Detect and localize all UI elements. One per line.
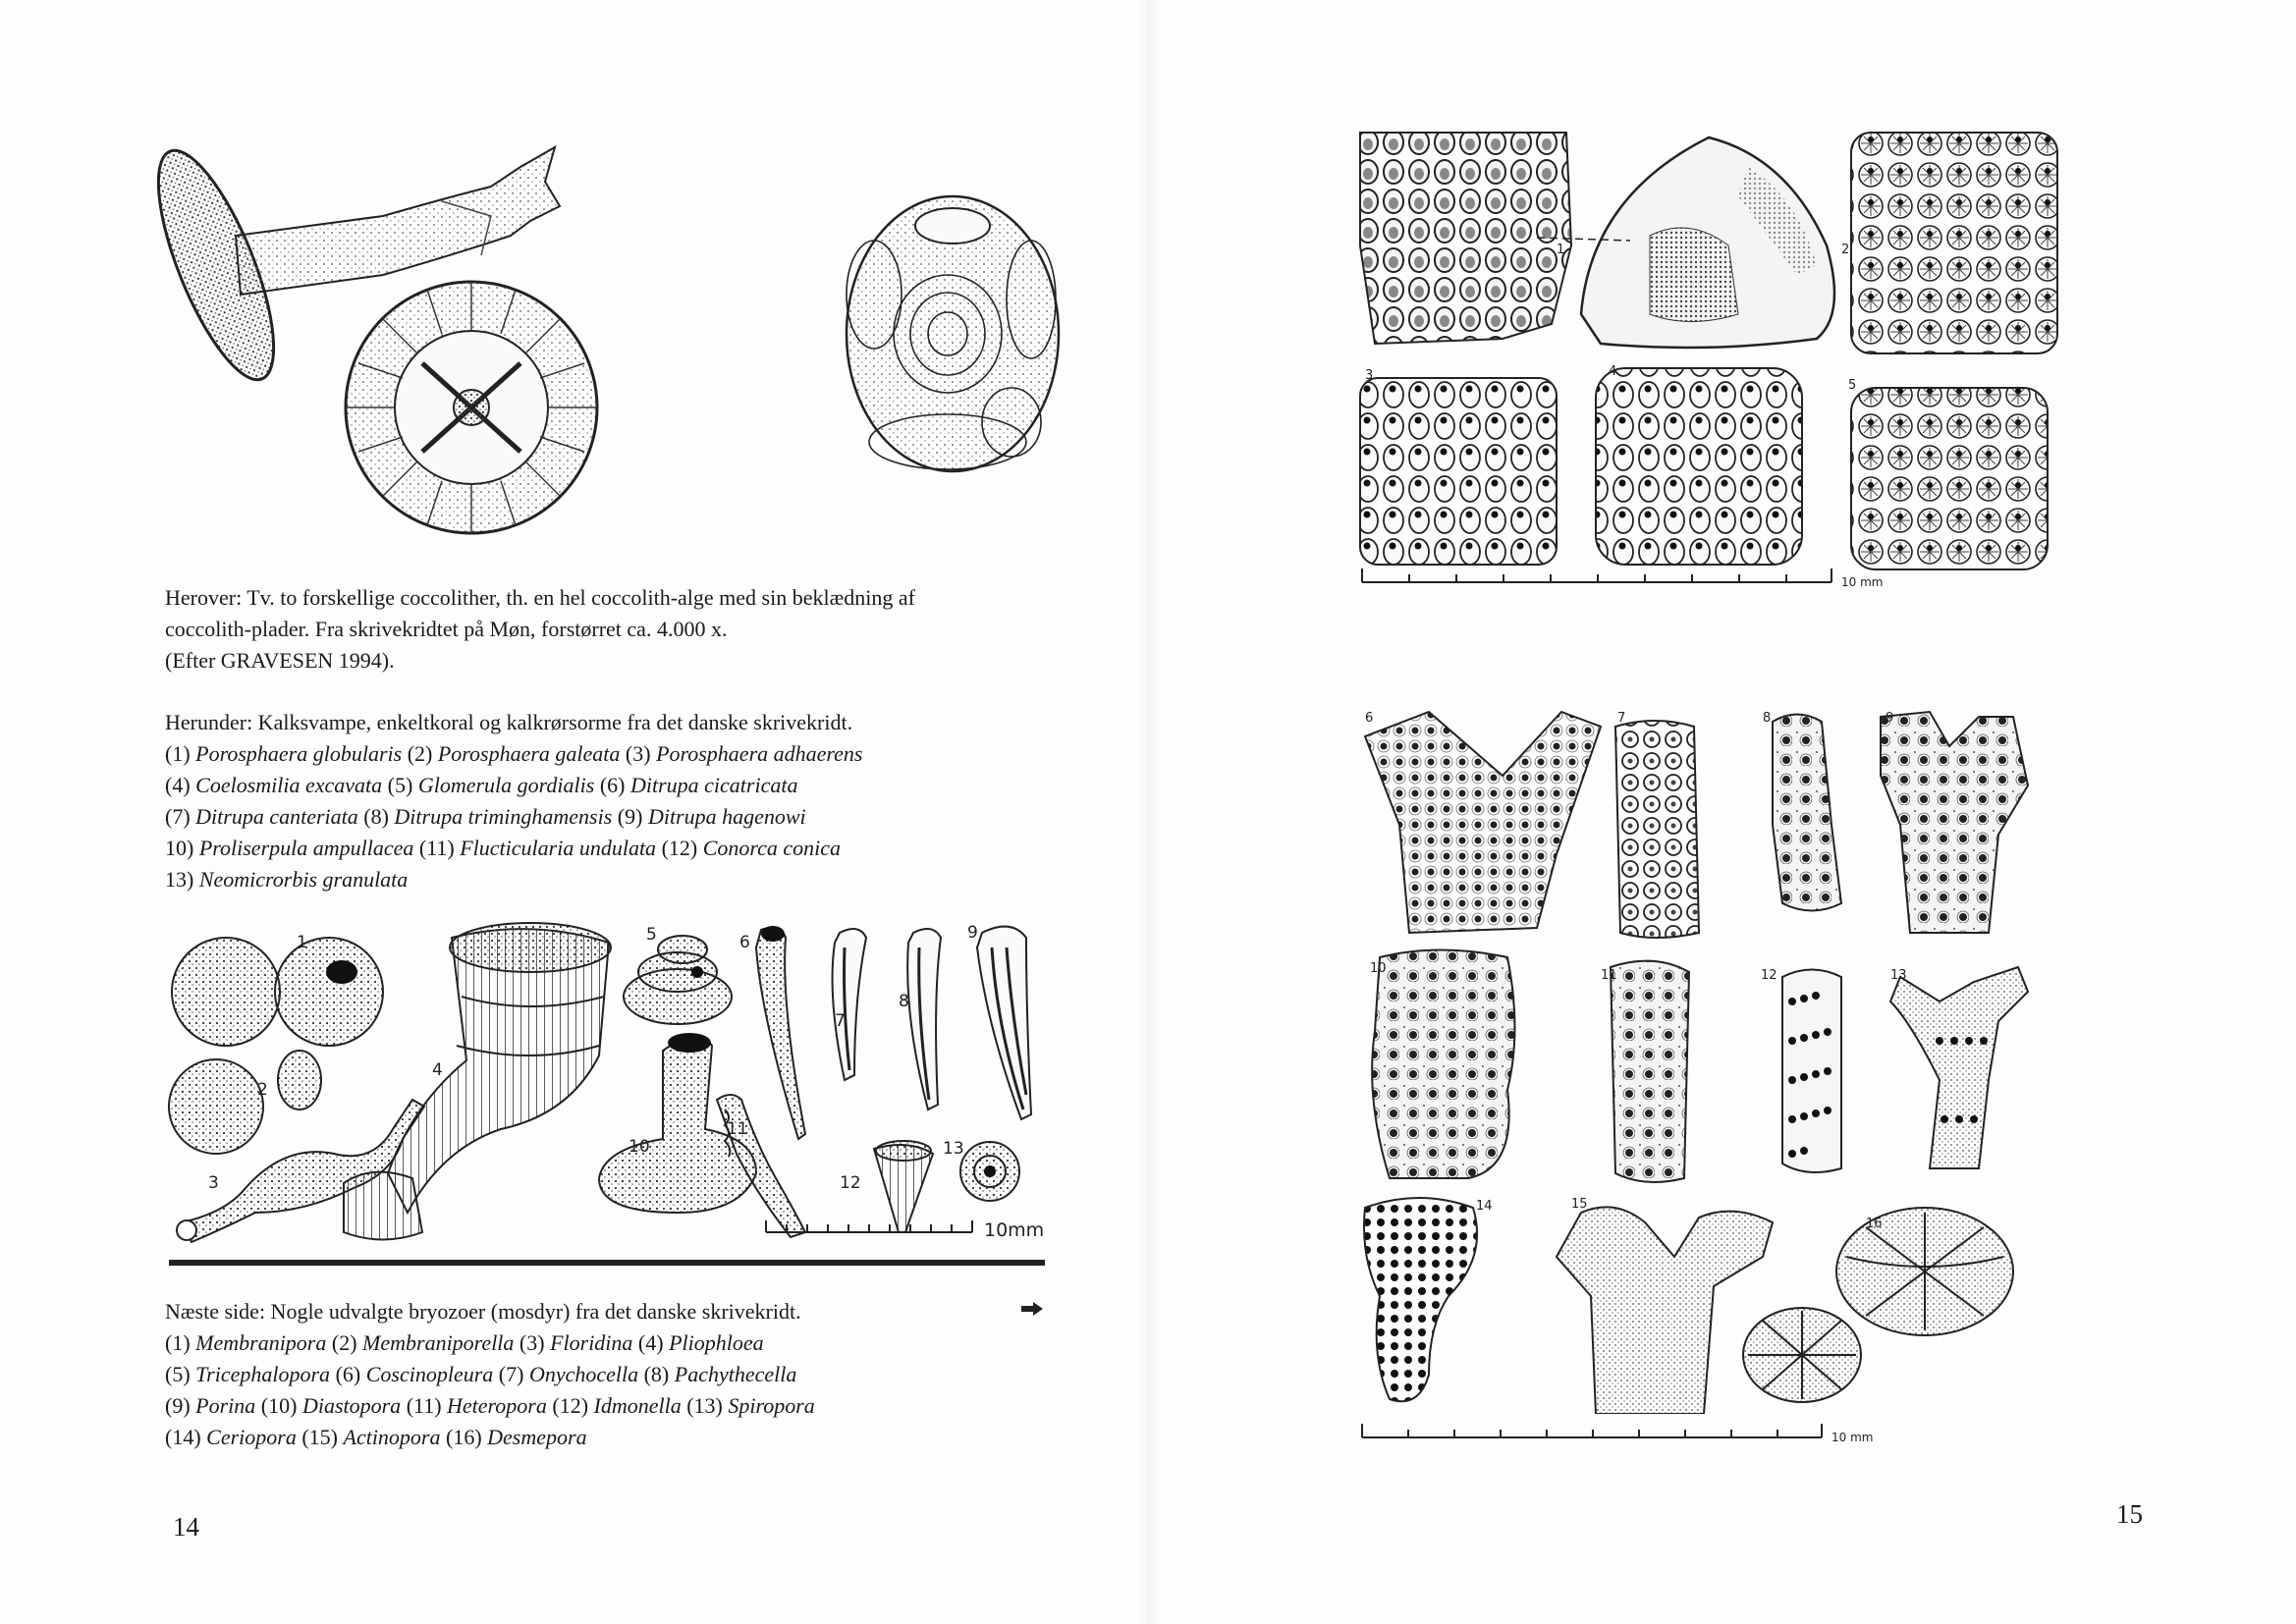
right-fig-num-7: 7 xyxy=(1617,711,1626,726)
species-name: Ditrupa canteriata xyxy=(195,804,358,829)
caption-text: (8) xyxy=(357,804,395,829)
right-fig-num-4: 4 xyxy=(1609,364,1617,379)
right-fig-num-11: 11 xyxy=(1601,968,1617,983)
right-fig-num-5: 5 xyxy=(1848,378,1857,393)
caption-text: (9) xyxy=(165,1393,196,1418)
species-name: Flucticularia undulata xyxy=(460,836,657,860)
caption-text: (1) xyxy=(165,1330,196,1355)
horizontal-rule xyxy=(169,1260,1045,1266)
scale-label-left: 10mm xyxy=(984,1219,1045,1241)
caption-text: (3) xyxy=(514,1330,551,1355)
caption-line xyxy=(165,1359,1049,1390)
bryozoans-bottom-illustration xyxy=(1360,707,2067,1414)
caption-text: (2) xyxy=(326,1330,363,1355)
fig-num-10: 10 xyxy=(629,1137,650,1157)
species-name: Conorca conica xyxy=(702,836,842,860)
caption-line xyxy=(165,1422,1049,1453)
fig-num-3: 3 xyxy=(208,1173,219,1193)
right-fig-num-16: 16 xyxy=(1866,1217,1883,1231)
right-fig-num-1: 1 xyxy=(1557,243,1565,257)
species-name: Tricephalopora xyxy=(195,1362,331,1386)
fig-num-11: 11 xyxy=(727,1119,748,1139)
species-name: Diastopora xyxy=(301,1393,402,1418)
caption-line xyxy=(165,1390,1049,1422)
scale-bar-right-top xyxy=(1360,565,2048,588)
right-fig-num-14: 14 xyxy=(1476,1199,1493,1214)
right-fig-num-10: 10 xyxy=(1370,961,1387,976)
caption-text: (13) xyxy=(681,1393,729,1418)
species-name: Ditrupa cicatricata xyxy=(629,773,798,797)
caption-text: (5) xyxy=(165,1362,196,1386)
caption-text: (1) xyxy=(165,741,196,766)
glomerula-drawing xyxy=(624,936,732,1024)
fig-num-2: 2 xyxy=(257,1080,268,1100)
caption-bryozoans-species-list xyxy=(165,1327,1049,1453)
caption-text: (6) xyxy=(594,773,630,797)
fig-num-9: 9 xyxy=(967,923,978,943)
coccosphere-drawing xyxy=(847,196,1059,471)
species-name: Porosphaera galeata xyxy=(437,741,621,766)
species-name: Proliserpula ampullacea xyxy=(198,836,414,860)
caption-text: 13) xyxy=(165,867,199,892)
scale-bar-right-bottom xyxy=(1360,1420,2048,1443)
caption-line xyxy=(165,833,1068,864)
book-gutter xyxy=(1139,0,1159,1624)
caption-sponges-intro: Herunder: Kalksvampe, enkeltkoral og kalkrørsorme fra det danske skrivekridt. xyxy=(165,710,853,734)
species-name: Ditrupa hagenowi xyxy=(647,804,806,829)
species-name: Porosphaera adhaerens xyxy=(656,741,863,766)
caption-bryozoans xyxy=(165,1296,1049,1453)
caption-coccoliths-line-2: coccolith-plader. Fra skrivekridtet på Møn, forstørret ca. 4.000 x. xyxy=(165,617,728,641)
caption-coccoliths-line-1: Herover: Tv. to forskellige coccolither, th. en hel coccolith-alge med sin beklædning af xyxy=(165,585,915,610)
right-fig-num-12: 12 xyxy=(1761,968,1777,983)
sponges-coral-worms-illustration xyxy=(167,918,1051,1252)
fig-num-1: 1 xyxy=(297,933,307,952)
right-fig-num-6: 6 xyxy=(1365,711,1374,726)
scale-label-right-bottom: 10 mm xyxy=(1831,1431,1874,1443)
caption-text: (3) xyxy=(620,741,657,766)
species-name: Spiropora xyxy=(728,1393,815,1418)
caption-sponges-species-list xyxy=(165,738,1068,895)
fig-num-8: 8 xyxy=(899,992,909,1011)
species-name: Desmepora xyxy=(487,1425,587,1449)
disk-coccolith-drawing xyxy=(346,282,597,533)
caption-text: (11) xyxy=(401,1393,448,1418)
species-name: Idmonella xyxy=(593,1393,682,1418)
caption-text: (11) xyxy=(413,836,461,860)
caption-text: (6) xyxy=(330,1362,366,1386)
right-fig-num-8: 8 xyxy=(1763,711,1772,726)
species-name: Ditrupa triminghamensis xyxy=(394,804,613,829)
species-name: Porosphaera globularis xyxy=(195,741,403,766)
right-fig-num-13: 13 xyxy=(1890,968,1907,983)
species-name: Glomerula gordialis xyxy=(417,773,595,797)
page-number-left: 14 xyxy=(173,1512,199,1542)
right-fig-num-2: 2 xyxy=(1841,243,1850,257)
fig-num-13: 13 xyxy=(943,1139,964,1159)
next-page-arrow-icon xyxy=(1021,1302,1043,1316)
caption-line xyxy=(165,770,1068,801)
fig-num-7: 7 xyxy=(835,1011,846,1031)
species-name: Pachythecella xyxy=(674,1362,797,1386)
species-name: Ceriopora xyxy=(206,1425,297,1449)
caption-bryozoans-intro: Næste side: Nogle udvalgte bryozoer (mosdyr) fra det danske skrivekridt. xyxy=(165,1299,801,1324)
coccolith-illustration xyxy=(157,128,1061,540)
species-name: Coelosmilia excavata xyxy=(195,773,383,797)
species-name: Floridina xyxy=(550,1330,633,1355)
caption-line xyxy=(165,801,1068,833)
species-name: Pliophloea xyxy=(669,1330,764,1355)
right-fig-num-9: 9 xyxy=(1886,711,1894,726)
page-number-right: 15 xyxy=(2116,1499,2143,1529)
coelosmilia-drawing xyxy=(344,923,611,1240)
caption-coccoliths-line-3: (Efter GRAVESEN 1994). xyxy=(165,648,395,673)
fig-num-12: 12 xyxy=(840,1173,861,1193)
right-fig-num-3: 3 xyxy=(1365,368,1374,383)
species-name: Actinopora xyxy=(343,1425,441,1449)
species-name: Neomicrorbis granulata xyxy=(198,867,409,892)
caption-coccoliths xyxy=(165,582,1068,677)
species-name: Membraniporella xyxy=(362,1330,515,1355)
caption-sponges-corals-worms xyxy=(165,707,1068,895)
caption-text: (15) xyxy=(296,1425,344,1449)
caption-text: (9) xyxy=(612,804,648,829)
caption-text: (4) xyxy=(165,773,196,797)
caption-text: (7) xyxy=(165,804,196,829)
caption-line xyxy=(165,864,1068,895)
scale-label-right-top: 10 mm xyxy=(1841,575,1884,588)
caption-text: (12) xyxy=(656,836,703,860)
caption-line xyxy=(165,738,1068,770)
fig-num-5: 5 xyxy=(646,925,657,945)
caption-text: (7) xyxy=(493,1362,529,1386)
bryozoans-top-illustration xyxy=(1355,128,2062,589)
species-name: Membranipora xyxy=(195,1330,327,1355)
caption-text: (8) xyxy=(638,1362,675,1386)
fig-num-4: 4 xyxy=(432,1060,443,1080)
fig-num-6: 6 xyxy=(739,933,750,952)
caption-text: (12) xyxy=(546,1393,594,1418)
species-name: Onychocella xyxy=(528,1362,639,1386)
species-name: Heteropora xyxy=(447,1393,547,1418)
caption-text: (2) xyxy=(402,741,438,766)
caption-text: (16) xyxy=(440,1425,488,1449)
caption-text: (14) xyxy=(165,1425,207,1449)
caption-text: (5) xyxy=(382,773,418,797)
species-name: Porina xyxy=(195,1393,256,1418)
caption-line xyxy=(165,1327,1049,1359)
right-fig-num-15: 15 xyxy=(1571,1197,1588,1212)
caption-text: (10) xyxy=(255,1393,302,1418)
caption-text: (4) xyxy=(632,1330,670,1355)
species-name: Coscinopleura xyxy=(365,1362,494,1386)
desmepora-drawing xyxy=(1743,1208,2013,1402)
caption-text: 10) xyxy=(165,836,199,860)
